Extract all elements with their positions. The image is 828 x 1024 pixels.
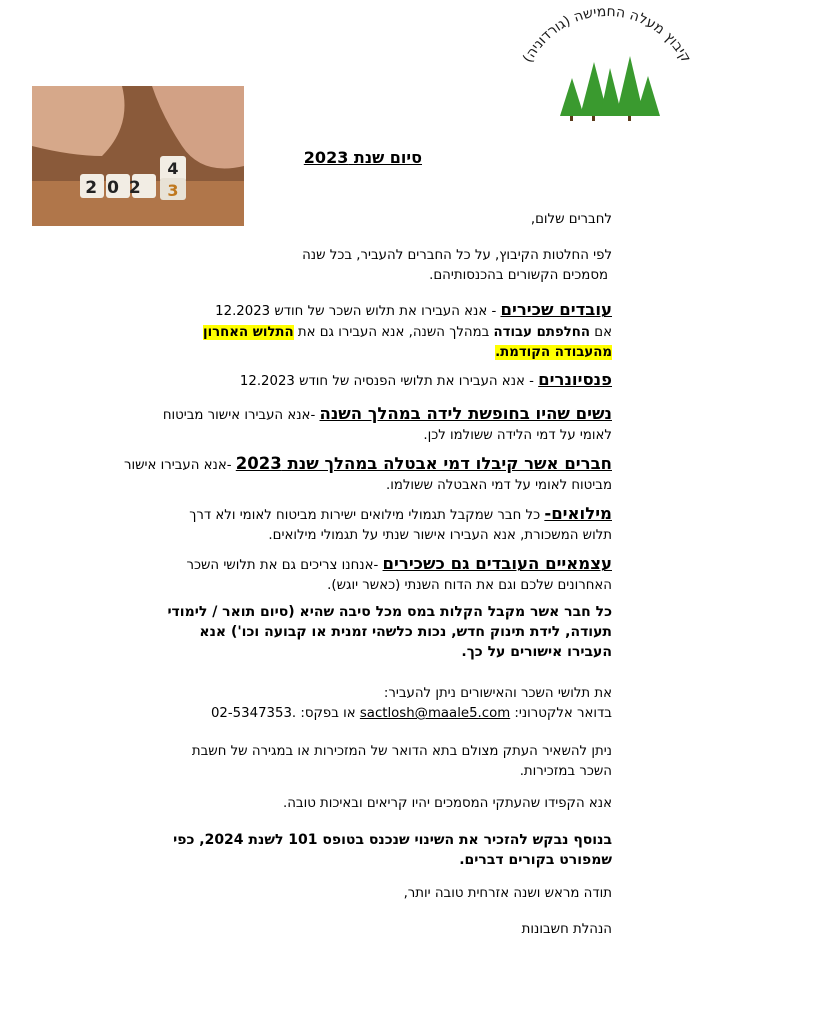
form101-line-2: שמפורט בקורים דברים.	[459, 852, 612, 868]
maternity-text: -אנא העבירו אישור מביטוח	[162, 408, 320, 423]
signature: הנהלת חשבונות	[521, 922, 612, 937]
photo-year-base: 202	[85, 178, 151, 198]
svg-text:קיבוץ מעלה החמישה (גורדוניה)	[520, 6, 694, 66]
fax-number: 02-5347353.	[210, 706, 297, 721]
maternity-section	[100, 404, 612, 446]
selfemployed-line2: האחרונים שלכם וגם את הדוח השנתי (כאשר יוגש).	[327, 578, 612, 593]
job-change-text: החלפתם עבודה	[493, 325, 591, 340]
selfemployed-text: -אנחנו צריכים גם את תלושי השכר	[186, 558, 383, 573]
form101-line-1: בנוסף נבקש להזכיר את השינוי שנכנס בטופס 101 לשנת 2024, כפי	[173, 832, 612, 848]
intro-line-1: לפי החלטות הקיבוץ, על כל החברים להעביר, בכל שנה	[302, 248, 612, 263]
legibility-note: אנא הקפידו שהעתקי המסמכים יהיו קריאים ובאיכות טובה.	[282, 796, 612, 811]
reserves-line2: תלוש המשכורת, אנא העבירו אישור שנתי על תגמולי מילואים.	[268, 528, 612, 543]
unemployment-line2: מביטוח לאומי על דמי האבטלה ששולמו.	[385, 478, 612, 493]
tax-relief-line-3: העבירו אישורים על כך.	[461, 644, 612, 660]
submit-line-1: את תלושי השכר והאישורים ניתן להעביר:	[383, 686, 612, 701]
employees-section	[120, 300, 612, 363]
photo-digit-bottom: 3	[167, 181, 179, 200]
logo-text: קיבוץ מעלה החמישה (גורדוניה)	[520, 6, 694, 66]
photo-digit-top: 4	[167, 159, 179, 178]
unemployment-text: -אנא העבירו אישור	[123, 458, 236, 473]
unemployment-section	[60, 454, 612, 496]
reserves-section	[60, 504, 612, 546]
intro-line-2: מסמכים הקשורים בהכנסותיהם.	[429, 268, 608, 283]
tax-relief-paragraph	[60, 602, 612, 662]
new-year-photo	[32, 86, 244, 226]
mailbox-paragraph	[120, 742, 612, 782]
greeting: לחברים שלום,	[530, 212, 612, 227]
pensioners-section	[120, 370, 612, 392]
tax-relief-line-2: תעודה, לידת תינוק חדש, נכות כלשהי זמנית או קבועה וכו') אנא	[199, 624, 612, 640]
mailbox-line-1: ניתן להשאיר העתק מצולם בתא הדואר של המזכירות או במגירה של חשבת	[191, 744, 612, 759]
unemployment-heading: חברים אשר קיבלו דמי אבטלה במהלך שנת 2023	[235, 454, 612, 473]
selfemployed-section	[60, 554, 612, 596]
tax-relief-line-1: כל חבר אשר מקבל הקלות במס מכל סיבה שהיא (סיום תואר / לימודי	[167, 604, 612, 620]
email-link[interactable]: sactlosh@maale5.com	[359, 706, 511, 721]
kibbutz-logo	[512, 6, 702, 126]
previous-job-highlight: מהעבודה הקודמת.	[495, 345, 612, 360]
employees-line2-c: במהלך השנה, אנא העבירו גם את	[293, 325, 494, 340]
email-label: בדואר אלקטרוני:	[510, 706, 612, 721]
employees-heading: עובדים שכירים	[500, 300, 612, 319]
page-title: סיום שנת 2023	[303, 148, 422, 167]
submission-details	[120, 684, 612, 724]
pensioners-text: - אנא העבירו את תלושי הפנסיה של חודש 12.2023	[239, 374, 539, 389]
employees-line2-a: אם	[590, 325, 612, 340]
selfemployed-heading: עצמאיים העובדים גם כשכירים	[382, 554, 612, 573]
thanks-line: תודה מראש ושנה אזרחית טובה יותר,	[403, 886, 612, 901]
form101-paragraph	[100, 830, 612, 870]
fax-label: או בפקס:	[296, 706, 360, 721]
reserves-heading: מילואים-	[544, 504, 612, 523]
pensioners-heading: פנסיונרים	[538, 370, 612, 389]
mailbox-line-2: השכר במזכירות.	[519, 764, 612, 779]
maternity-line2: לאומי על דמי הלידה ששולמו לכן.	[423, 428, 612, 443]
intro-paragraph	[200, 246, 612, 286]
maternity-heading: נשים שהיו בחופשת לידה במהלך השנה	[319, 404, 612, 423]
reserves-text: כל חבר שמקבל תגמולי מילואים ישירות מביטוח לאומי ולא דרך	[189, 508, 545, 523]
employees-text: - אנא העבירו את תלוש השכר של חודש 12.2023	[215, 304, 501, 319]
last-slip-highlight: התלוש האחרון	[203, 325, 294, 340]
